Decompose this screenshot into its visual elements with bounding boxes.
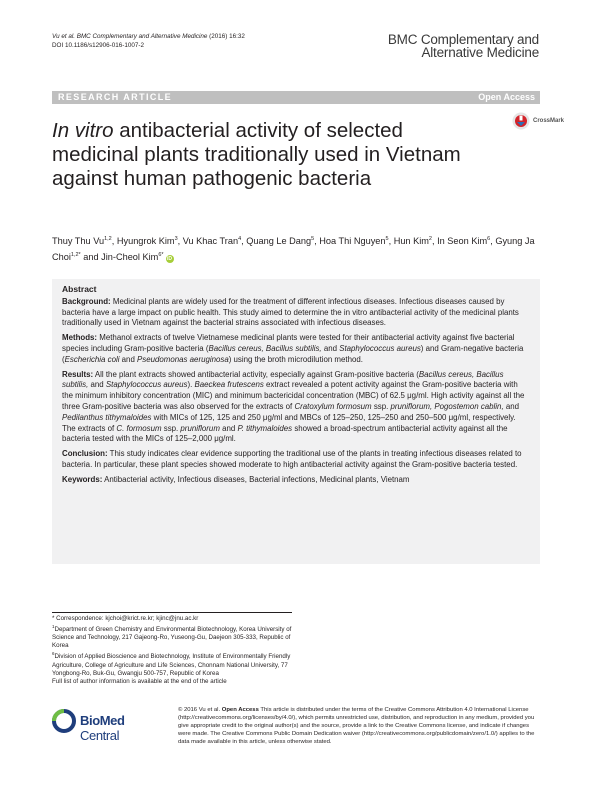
abstract-conclusion <box>62 449 530 471</box>
author-separator: , <box>241 236 247 247</box>
results-label: Results: <box>62 369 94 379</box>
article-type-banner <box>52 91 540 104</box>
license-statement <box>178 706 540 746</box>
license-text: This article is distributed under the terms of the Creative Commons Attribution 4.0 International License (http://creativecommons.org/licenses/by/4.0/), which permits unrestricted use, distribution, and reproduction in any medium, provided you give appropriate credit to the original author(s) and the source, provide a link to the Creative Commons license, and indicate if changes were made. The Creative Commons Public Domain Dedication waiver (http://creativecommons.org/publicdomain/zero/1.0/) applies to the data made available in this article, unless otherwise stated. <box>178 707 535 745</box>
methods-species: Pseudomonas aeruginosa <box>137 354 229 364</box>
results-text: ssp. <box>161 423 181 433</box>
results-species: Pedilanthus tithymaloides <box>62 412 152 422</box>
author-name[interactable]: Hun Kim <box>393 236 429 247</box>
author-affiliation-marker: 6* <box>158 252 164 259</box>
results-text: extract revealed a potent activity against the Gram-positive bacteria with the minimum inhibitory concentration (MIC) and minimum bactericidal concentration (MBC) of 62.5 μg/ml. High activity against all the three Gram-positive bacteria was also observed for the extracts of <box>62 380 525 411</box>
results-species: Baeckea frutescens <box>194 380 264 390</box>
abstract-background <box>62 297 530 329</box>
license-lead: © 2016 Vu et al. <box>178 707 222 713</box>
keywords-label: Keywords: <box>62 474 103 484</box>
biomed-central-wordmark <box>80 713 152 743</box>
methods-text: ) using the broth microdilution method. <box>228 354 363 364</box>
methods-species: Bacillus cereus, Bacillus subtilis, <box>208 343 322 353</box>
author-separator: , <box>314 236 320 247</box>
results-species: pruniflorum, Pogostemon cablin, <box>390 401 504 411</box>
background-label: Background: <box>62 296 111 306</box>
correspondence-note[interactable]: * Correspondence: kjchoi@krict.re.kr; kjinc@jnu.ac.kr <box>52 615 199 622</box>
methods-text: Methanol extracts of twelve Vietnamese medicinal plants were tested for their antibacterial activity against five bacterial species including Gram-positive bacteria ( <box>62 333 515 353</box>
author-name[interactable]: Quang Le Dang <box>246 236 312 247</box>
abstract-box <box>52 279 540 564</box>
orcid-icon[interactable]: iD <box>167 256 173 263</box>
author-separator: , <box>177 236 183 247</box>
author-list <box>52 232 542 264</box>
title-italic-part: In vitro <box>52 119 114 142</box>
author-separator: , <box>111 236 117 247</box>
author-name[interactable]: Hyungrok Kim <box>116 236 175 247</box>
article-type-label: RESEARCH ARTICLE <box>58 92 173 102</box>
author-affiliation-marker: 6 <box>487 236 491 242</box>
citation-journal: Vu et al. BMC Complementary and Alternative Medicine <box>52 33 208 40</box>
author-name[interactable]: Jin-Cheol Kim <box>101 252 159 263</box>
abstract-results <box>62 370 530 446</box>
author-info-note: Full list of author information is available at the end of the article <box>52 677 227 685</box>
citation-volume: (2016) 16:32 <box>207 33 245 40</box>
journal-name <box>388 33 539 59</box>
author-affiliation-marker: 2 <box>428 236 432 242</box>
author-separator: and <box>80 252 102 263</box>
doi-link[interactable]: DOI 10.1186/s12906-016-1007-2 <box>52 42 144 49</box>
author-name[interactable]: Hoa Thi Nguyen <box>319 236 386 247</box>
methods-text: and <box>321 343 340 353</box>
author-affiliation-marker: 4 <box>238 236 242 242</box>
conclusion-label: Conclusion: <box>62 449 108 459</box>
abstract-content <box>62 284 530 490</box>
author-name[interactable]: Vu Khac Tran <box>182 236 239 247</box>
abstract-keywords <box>62 475 530 486</box>
citation-line <box>52 33 245 41</box>
affiliation-6-marker: 6 <box>52 651 55 657</box>
results-species: Staphylococcus aureus <box>105 380 188 390</box>
results-text: ssp. <box>371 401 391 411</box>
author-affiliation-marker: 1,2 <box>104 236 112 242</box>
results-text: showed a broad-spectrum antibacterial activity against all the bacteria tested with the MICs of 125–2,000 μg/ml. <box>62 423 508 444</box>
journal-name-line2: Alternative Medicine <box>421 45 539 60</box>
conclusion-text: This study indicates clear evidence supporting the traditional use of the plants in treating infectious diseases related to bacteria. In particular, these plant species showed moderate to high antibacterial activity against the Gram-positive bacteria tested. <box>62 449 522 469</box>
author-affiliation-marker: 3 <box>174 236 178 242</box>
footnote-divider <box>52 612 292 613</box>
results-text: ). <box>187 380 195 390</box>
methods-label: Methods: <box>62 333 98 343</box>
methods-text: ) and Gram-negative bacteria ( <box>62 343 524 364</box>
crossmark-icon <box>512 112 530 130</box>
author-separator: , <box>388 236 394 247</box>
bmc-central: Central <box>80 728 120 743</box>
journal-name-line1: BMC Complementary and <box>387 32 539 47</box>
author-name[interactable]: In Seon Kim <box>437 236 488 247</box>
background-text: Medicinal plants are widely used for the treatment of different infectious diseases. Infectious diseases caused by bacteria have a large impact on public health. This study aimed to determine the in vitro antibacterial activity of the medicinal plants traditionally used in Vietnam against the bacterial strains associated with infectious diseases. <box>62 296 519 328</box>
results-species: P. tithymaloides <box>237 423 293 433</box>
results-text: and <box>88 380 106 390</box>
affiliation-1-marker: 1 <box>52 624 55 630</box>
results-species: C. formosum <box>116 423 162 433</box>
article-title <box>52 119 472 191</box>
crossmark-badge[interactable] <box>512 112 564 134</box>
results-species: Bacillus cereus, Bacillus subtilis, <box>62 369 504 390</box>
author-affiliation-marker: 5 <box>311 236 315 242</box>
results-text: with MICs of 125, 125 and 250 μg/ml and MBCs of 125–250, 125–250 and 250–500 μg/ml, respectively. The extracts of <box>62 412 516 433</box>
footnotes <box>52 615 297 686</box>
biomed-central-logo[interactable] <box>52 707 152 743</box>
abstract-heading: Abstract <box>62 284 97 294</box>
abstract-methods <box>62 333 530 365</box>
author-separator: , <box>490 236 496 247</box>
author-affiliation-marker: 1,2* <box>70 252 81 259</box>
affiliation-6 <box>52 650 297 677</box>
methods-species: Staphylococcus aureus <box>339 343 421 353</box>
bmc-bio: BioMed <box>80 713 125 728</box>
author-name[interactable]: Thuy Thu Vu <box>52 236 105 247</box>
results-species: Cratoxylum formosum <box>294 401 372 411</box>
results-text: All the plant extracts showed antibacterial activity, especially against Gram-positive bacteria ( <box>94 369 419 379</box>
crossmark-label: CrossMark <box>533 118 565 124</box>
author-separator: , <box>431 236 438 247</box>
affiliation-6-text: Division of Applied Bioscience and Biotechnology, Institute of Environmentally Friendly Agriculture, College of Agriculture and Life Sciences, Chonnam National University, 77 Yongbong-Ro, Buk-Gu, Gwangju 500-757, Republic of Korea <box>52 653 291 677</box>
results-text: and <box>219 423 238 433</box>
open-access-label: Open Access <box>478 92 535 102</box>
methods-text: and <box>119 354 138 364</box>
license-open-access: Open Access <box>221 707 259 713</box>
author-affiliation-marker: 5 <box>385 236 389 242</box>
results-text: and <box>503 401 520 411</box>
title-rest: antibacterial activity of selected medicinal plants traditionally used in Vietnam against human pathogenic bacteria <box>52 119 461 190</box>
keywords-text: Antibacterial activity, Infectious diseases, Bacterial infections, Medicinal plants, Vietnam <box>104 474 410 484</box>
affiliation-1-text: Department of Green Chemistry and Environmental Biotechnology, Korea University of Science and Technology, 217 Gajeong-Ro, Yuseong-Gu, Daejeon 305-333, Republic of Korea <box>52 626 292 650</box>
author-name[interactable]: Gyung Ja Choi <box>52 236 535 263</box>
biomed-central-mark-icon <box>52 709 76 733</box>
methods-species: Escherichia coli <box>64 354 120 364</box>
results-species: pruniflorum <box>180 423 220 433</box>
affiliation-1 <box>52 623 297 650</box>
